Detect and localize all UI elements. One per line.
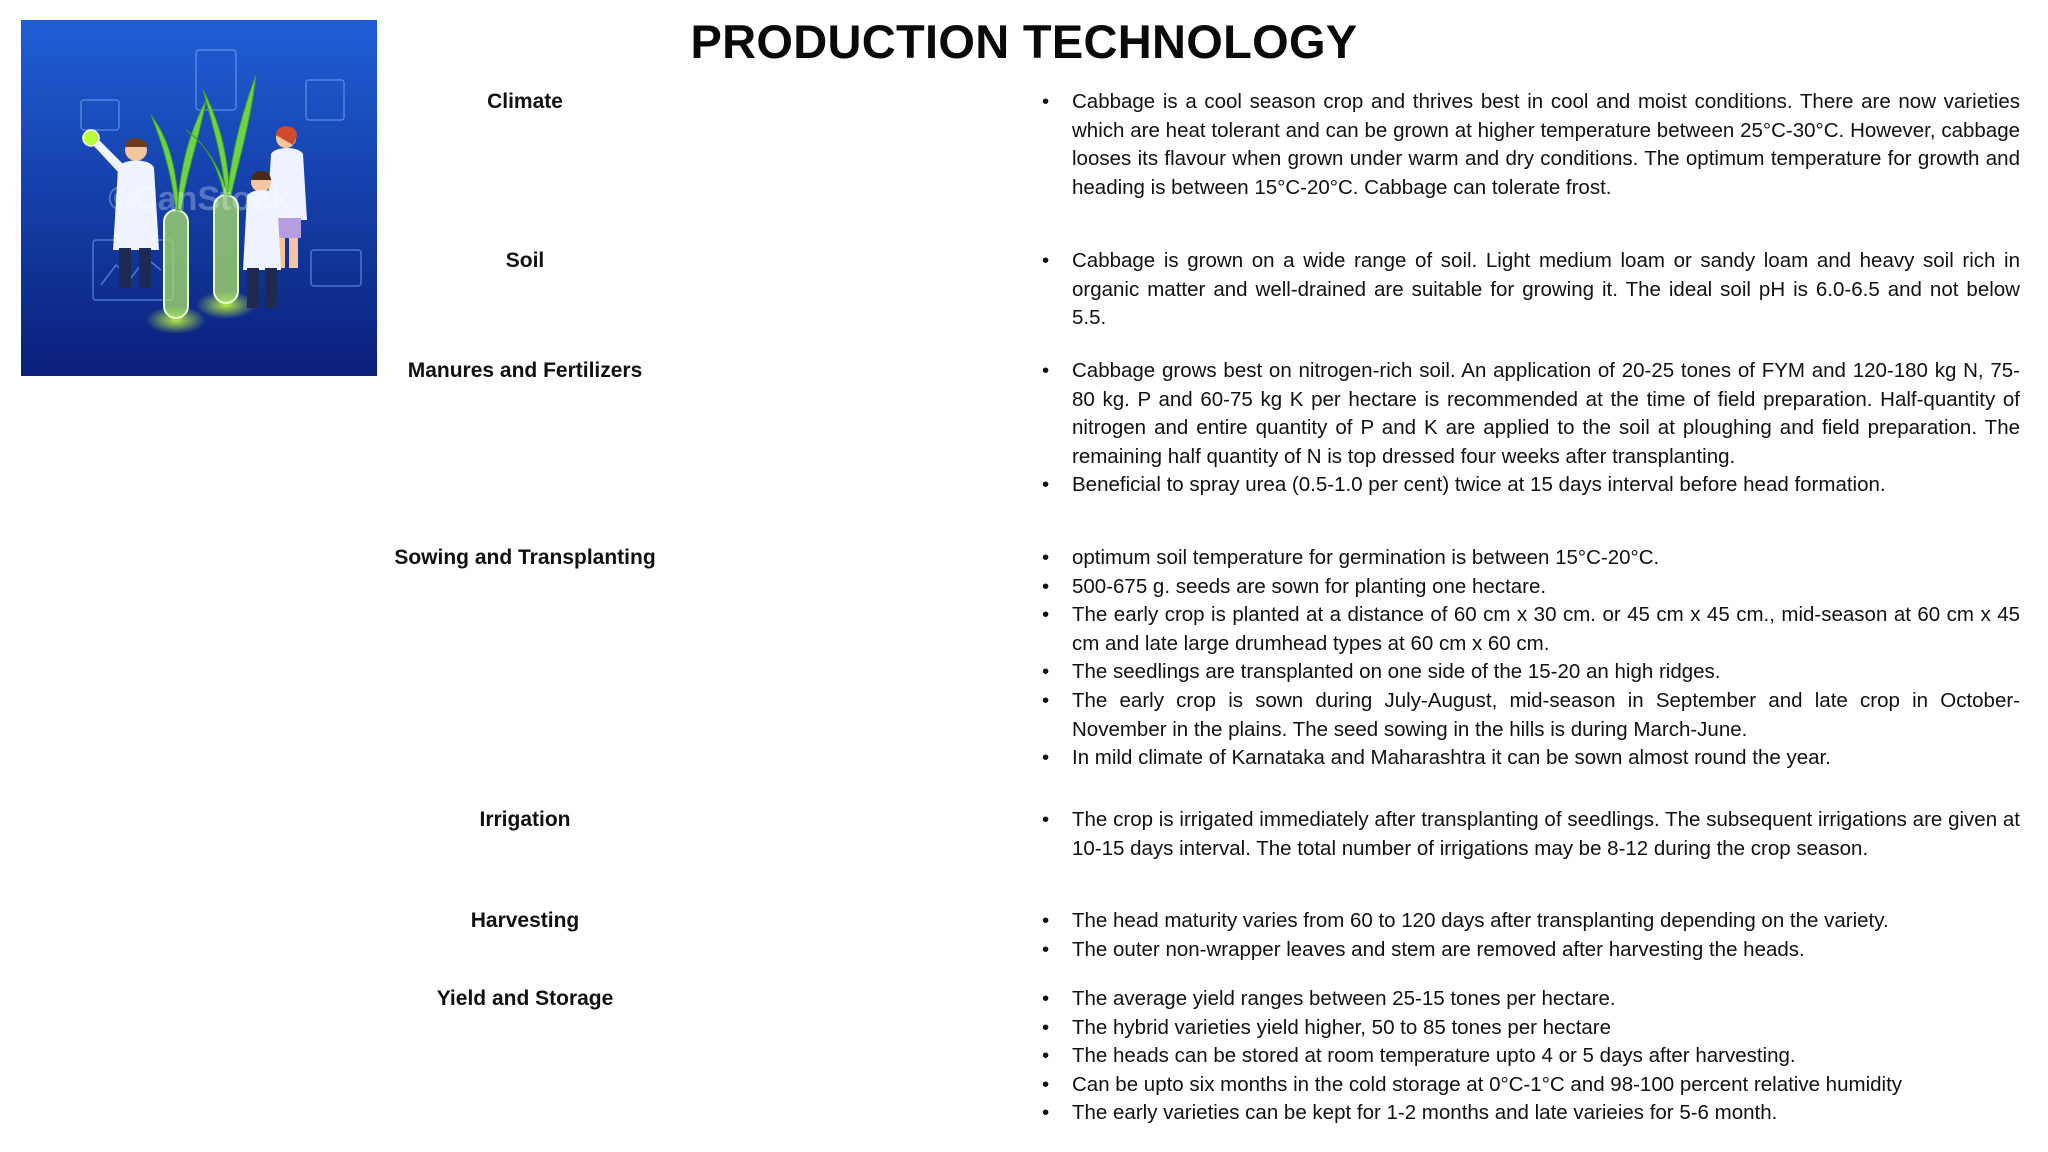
section-bullet-list: [1040, 806, 2020, 863]
section-bullet-list: [1040, 985, 2020, 1128]
bullet-item: • optimum soil temperature for germination is between 15°C-20°C.: [1040, 544, 2020, 573]
page-title: PRODUCTION TECHNOLOGY: [690, 15, 1358, 68]
bullet-item: • The early varieties can be kept for 1-2 months and late varieies for 5-6 month.: [1040, 1099, 2020, 1128]
bullet-item: • The seedlings are transplanted on one side of the 15-20 an high ridges.: [1040, 658, 2020, 687]
watermark-text: ©CanStock: [108, 180, 290, 218]
bullet-item: • The hybrid varieties yield higher, 50 to 85 tones per hectare: [1040, 1014, 2020, 1043]
section-bullet-list: [1040, 247, 2020, 333]
bullet-item: • The early crop is sown during July-August, mid-season in September and late crop in October-November in the plains. The seed sowing in the hills is during March-June.: [1040, 687, 2020, 744]
bullet-item: • Cabbage grows best on nitrogen-rich soil. An application of 20-25 tones of FYM and 120-180 kg N, 75-80 kg. P and 60-75 kg K per hectare is recommended at the time of field preparation. Half-quantity of nitrogen and entire quantity of P and K are applied to the soil at ploughing and field preparation. The remaining half quantity of N is top dressed four weeks after transplanting.: [1040, 357, 2020, 471]
lab-scientists-plants-illustration: [21, 20, 377, 376]
bullet-item: • In mild climate of Karnataka and Maharashtra it can be sown almost round the year.: [1040, 744, 2020, 773]
bullet-item: • 500-675 g. seeds are sown for planting one hectare.: [1040, 573, 2020, 602]
bullet-item: • The heads can be stored at room temperature upto 4 or 5 days after harvesting.: [1040, 1042, 2020, 1071]
bullet-item: • The head maturity varies from 60 to 120 days after transplanting depending on the variety.: [1040, 907, 2020, 936]
bullet-item: • Can be upto six months in the cold storage at 0°C-1°C and 98-100 percent relative humidity: [1040, 1071, 2020, 1100]
section-bullet-list: [1040, 544, 2020, 773]
section-bullet-list: [1040, 88, 2020, 202]
section-label: Manures and Fertilizers: [407, 359, 643, 382]
illustration-art: [21, 20, 377, 376]
bullet-item: • Beneficial to spray urea (0.5-1.0 per cent) twice at 15 days interval before head formation.: [1040, 471, 2020, 500]
section-bullet-list: [1040, 357, 2020, 500]
section-label: Climate: [487, 90, 563, 113]
section-bullet-list: [1040, 907, 2020, 964]
bullet-item: • The outer non-wrapper leaves and stem are removed after harvesting the heads.: [1040, 936, 2020, 965]
bullet-item: • Cabbage is a cool season crop and thrives best in cool and moist conditions. There are now varieties which are heat tolerant and can be grown at higher temperature between 25°C-30°C. However, cabbage looses its flavour when grown under warm and dry conditions. The optimum temperature for growth and heading is between 15°C-20°C. Cabbage can tolerate frost.: [1040, 88, 2020, 202]
bullet-item: • The early crop is planted at a distance of 60 cm x 30 cm. or 45 cm x 45 cm., mid-season at 60 cm x 45 cm and late large drumhead types at 60 cm x 60 cm.: [1040, 601, 2020, 658]
section-label: Yield and Storage: [436, 987, 614, 1010]
section-label: Harvesting: [470, 909, 580, 932]
section-label: Soil: [505, 249, 545, 272]
bullet-item: • Cabbage is grown on a wide range of soil. Light medium loam or sandy loam and heavy soil rich in organic matter and well-drained are suitable for growing it. The ideal soil pH is 6.0-6.5 and not below 5.5.: [1040, 247, 2020, 333]
bullet-item: • The crop is irrigated immediately after transplanting of seedlings. The subsequent irrigations are given at 10-15 days interval. The total number of irrigations may be 8-12 during the crop season.: [1040, 806, 2020, 863]
section-label: Sowing and Transplanting: [394, 546, 656, 569]
section-label: Irrigation: [479, 808, 571, 831]
bullet-item: • The average yield ranges between 25-15 tones per hectare.: [1040, 985, 2020, 1014]
